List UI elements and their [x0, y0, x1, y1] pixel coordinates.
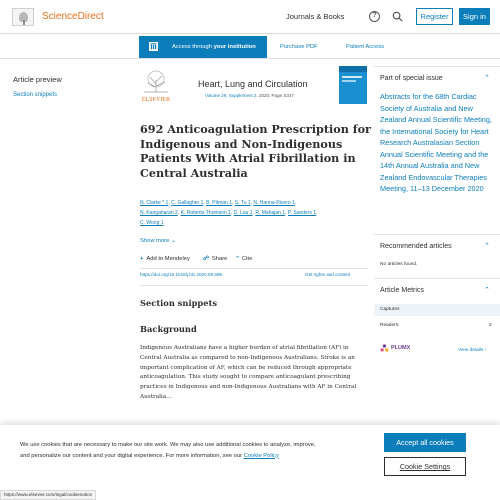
plumx-icon	[380, 344, 389, 353]
purchase-pdf-link[interactable]: Purchase PDF	[280, 44, 318, 50]
share-button[interactable]	[203, 256, 227, 262]
sign-in-button[interactable]: Sign in	[459, 8, 490, 25]
special-issue-link[interactable]: Abstracts for the 68th Cardiac Society of Australia and New Zealand Annual Scientific Meeting, the International Society for Heart Research Australasian Section Annual Scientific Meeting and the 14th Annual Australia and New Zealand Endovascular Therapies Meeting, 11–13 December 2020	[380, 92, 492, 193]
sciencedirect-logo[interactable]: ScienceDirect	[42, 11, 104, 22]
cookie-policy-link[interactable]: Cookie Policy	[243, 452, 279, 459]
readers-label: Readers:	[380, 323, 400, 328]
plumx-label: PLUMX	[391, 345, 411, 351]
elsevier-tree-icon[interactable]	[12, 8, 34, 26]
section-snippets-link[interactable]: Section snippets	[13, 92, 58, 98]
access-label-bold: your institution	[213, 44, 256, 50]
chevron-right-icon: ›	[484, 348, 487, 353]
article-metrics-heading: Article Metrics	[380, 287, 424, 294]
access-through-institution-button[interactable]	[139, 36, 267, 58]
chevron-up-icon[interactable]: ⌃	[484, 75, 490, 82]
divider	[140, 268, 368, 269]
author-link[interactable]: B. Pitman 1	[206, 200, 233, 206]
register-button[interactable]: Register	[416, 8, 453, 25]
journals-books-link[interactable]: Journals & Books	[286, 12, 345, 21]
author-link[interactable]: K. Roberts-Thomson 1	[180, 210, 231, 216]
share-label: Share	[211, 256, 228, 262]
author-link[interactable]: N. Kangaharan 2	[140, 210, 178, 216]
doi-link[interactable]: https://doi.org/10.1016/j.hlc.2020.09.699	[140, 272, 222, 277]
journal-meta	[205, 93, 294, 98]
search-icon[interactable]	[392, 11, 403, 22]
author-link[interactable]: C. Gallagher 1	[171, 200, 204, 206]
author-link[interactable]: S. Tu 1	[234, 200, 251, 206]
divider	[374, 278, 500, 279]
quote-icon: ”	[236, 256, 239, 262]
journal-date-pages: , 2020, Page S347	[256, 93, 294, 98]
institution-icon	[149, 42, 158, 51]
journal-volume-link[interactable]: Volume 29, Supplement 2	[205, 93, 257, 98]
article-preview-heading: Article preview	[13, 75, 62, 84]
access-bar	[0, 35, 500, 59]
chevron-up-icon[interactable]: ⌃	[484, 243, 490, 250]
chevron-up-icon[interactable]: ⌃	[484, 287, 490, 294]
view-details-link[interactable]	[458, 348, 486, 353]
status-url: https://www.elsevier.com/legal/cookienotice	[0, 490, 96, 500]
readers-value: 2	[489, 323, 492, 328]
cite-label: Cite	[241, 256, 253, 262]
plus-icon: +	[140, 256, 144, 262]
cite-button[interactable]	[236, 256, 252, 262]
accept-cookies-button[interactable]: Accept all cookies	[384, 433, 466, 452]
author-list: N. Clarke * 1, C. Gallagher 1, B. Pitman 1, S. Tu 1, N. Hanna-Rivero 1, N. Kangaharan 2, K. Roberts-Thomson 1, D. Lau 1, R. Mahajan 1, P. Sanders 1, C. Wong 1	[140, 200, 318, 226]
cookie-message	[20, 440, 320, 461]
view-details-label: View details	[458, 348, 484, 353]
divider	[374, 66, 500, 67]
recommended-articles-heading: Recommended articles	[380, 243, 452, 250]
show-more-button[interactable]	[140, 238, 176, 244]
journal-cover-image[interactable]	[339, 66, 367, 104]
no-articles-message: No articles found.	[380, 262, 418, 267]
patient-access-link[interactable]: Patient Access	[346, 44, 385, 50]
cookie-text: We use cookies that are necessary to make our site work. We may also use additional cookies to analyze, improve, and personalize our content and your digital experience. For more information, see our	[20, 442, 316, 459]
background-heading: Background	[140, 324, 197, 334]
rights-content-link[interactable]: Get rights and content	[305, 272, 351, 277]
article-title: 692 Anticoagulation Prescription for Indigenous and Non-Indigenous Patients With Atrial Fibrillation in Central Australia	[140, 122, 371, 180]
author-link[interactable]: C. Wong 1	[140, 220, 164, 226]
section-snippets-heading: Section snippets	[140, 298, 218, 308]
author-link[interactable]: P. Sanders 1	[287, 210, 317, 216]
journal-title[interactable]: Heart, Lung and Circulation	[198, 79, 308, 89]
cookie-settings-button[interactable]: Cookie Settings	[384, 457, 466, 476]
author-link[interactable]: R. Mahajan 1	[255, 210, 286, 216]
elsevier-logo[interactable]	[139, 68, 173, 104]
background-snippet: Indigenous Australians have a higher burden of atrial fibrillation (AF) in Central Australia as compared to non-Indigenous Australians. Stroke is an important complication of AF, which can be reduced through appropriate anticoagulation. This study sought to compare anticoagulant prescribing practices in Indigenous and non-Indigenous Australians with AF in Central Australia…	[140, 345, 357, 400]
show-more-label: Show more	[140, 238, 170, 244]
captures-label: Captures	[380, 307, 400, 312]
special-issue-heading: Part of special issue	[380, 75, 443, 82]
access-label: Access through	[172, 44, 214, 50]
elsevier-wordmark: ELSEVIER	[141, 97, 171, 103]
add-to-mendeley-button[interactable]	[140, 256, 190, 262]
divider	[140, 285, 368, 286]
help-icon[interactable]: ?	[369, 11, 380, 22]
author-link[interactable]: N. Clarke * 1	[140, 200, 169, 206]
top-navigation-bar	[0, 0, 500, 34]
author-link[interactable]: N. Hanna-Rivero 1	[253, 200, 295, 206]
chevron-down-icon: ⌄	[170, 238, 176, 244]
share-icon: ☍	[203, 256, 209, 262]
divider	[374, 234, 500, 235]
cookie-banner	[0, 425, 500, 500]
add-to-mendeley-label: Add to Mendeley	[146, 256, 190, 262]
author-link[interactable]: D. Lau 1	[233, 210, 253, 216]
